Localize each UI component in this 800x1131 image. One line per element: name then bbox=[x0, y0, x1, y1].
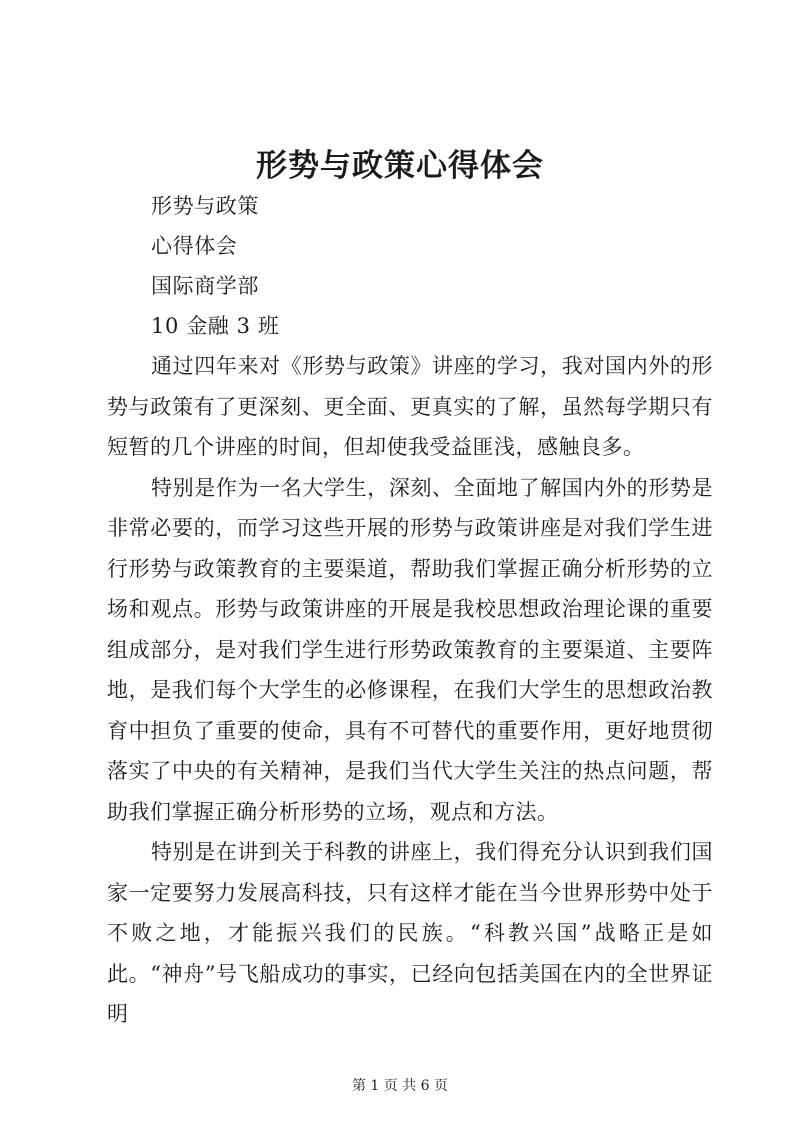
paragraph-1: 通过四年来对《形势与政策》讲座的学习，我对国内外的形势与政策有了更深刻、更全面、更真实的了解，虽然每学期只有短暂的几个讲座的时间，但却使我受益匪浅，感触良多。 bbox=[107, 354, 713, 459]
header-line-department: 国际商学部 bbox=[151, 274, 259, 298]
header-line-class: 10 金融 3 班 bbox=[151, 314, 280, 338]
document-body bbox=[107, 186, 713, 1035]
header-line-type: 心得体会 bbox=[151, 234, 238, 258]
page-footer: 第 1 页 共 6 页 bbox=[351, 1078, 449, 1094]
paragraph-3: 特别是在讲到关于科教的讲座上，我们得充分认识到我们国家一定要努力发展高科技，只有这样才能在当今世界形势中处于不败之地，才能振兴我们的民族。“科教兴国”战略正是如此。“神舟”号飞船成功的事实，已经向包括美国在内的全世界证明 bbox=[107, 840, 713, 1026]
document-title: 形势与政策心得体会 bbox=[256, 148, 544, 184]
header-line-topic: 形势与政策 bbox=[151, 194, 259, 218]
paragraph-2: 特别是作为一名大学生，深刻、全面地了解国内外的形势是非常必要的，而学习这些开展的形势与政策讲座是对我们学生进行形势与政策教育的主要渠道，帮助我们掌握正确分析形势的立场和观点。形势与政策讲座的开展是我校思想政治理论课的重要组成部分，是对我们学生进行形势政策教育的主要渠道、主要阵地，是我们每个大学生的必修课程，在我们大学生的思想政治教育中担负了重要的使命，具有不可替代的重要作用，更好地贯彻落实了中央的有关精神，是我们当代大学生关注的热点问题，帮助我们掌握正确分析形势的立场，观点和方法。 bbox=[107, 475, 713, 824]
